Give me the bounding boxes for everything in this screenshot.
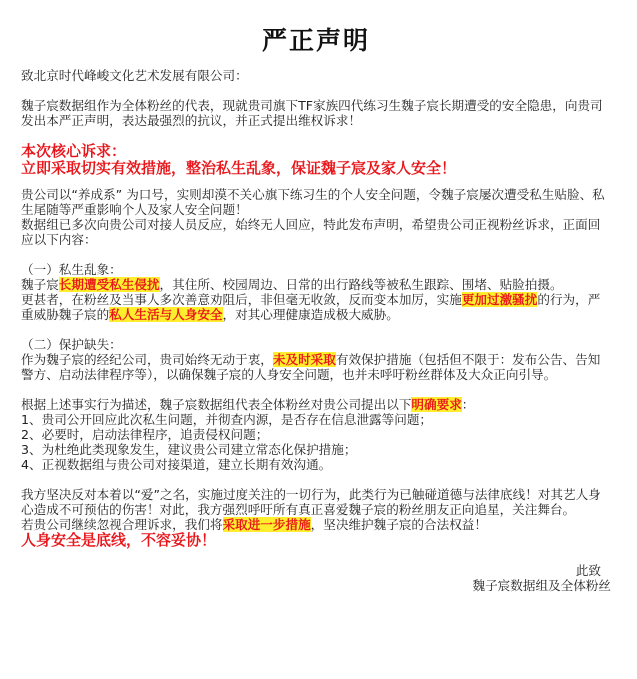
background-block	[21, 187, 611, 247]
list-item: 1、贵司公开回应此次私生问题，并彻查内源，是否存在信息泄露等问题；	[21, 412, 433, 427]
closing-final-line: 人身安全是底线，不容妥协！	[21, 531, 217, 549]
section-private-fans	[21, 262, 611, 322]
intro-paragraph: 魏子宸数据组作为全体粉丝的代表，现就贵司旗下TF家族四代练习生魏子宸长期遭受的安全隐患，向贵司发出本严正声明，表达最强烈的抗议，并正式提出维权诉求！	[21, 98, 603, 128]
demands-lead: 根据上述事实行为描述，魏子宸数据组代表全体粉丝对贵公司提出以下明确要求：	[21, 397, 475, 412]
closing-paragraph-1: 我方坚决反对本着以“爱”之名，实施过度关注的一切行为，此类行为已触碰道德与法律底线！对其艺人身心造成不可预估的伤害！对此，我方强烈呼吁所有真正喜爱魏子宸的粉丝朋友正向追星，关注舞台。	[21, 487, 601, 517]
demands-block	[21, 397, 611, 472]
highlight-long-harassment: 长期遭受私生侵扰	[58, 277, 160, 292]
section-1-heading: （一）私生乱象：	[21, 262, 122, 277]
highlight-explicit-demands: 明确要求	[411, 397, 462, 412]
section-protection-lack	[21, 337, 611, 382]
closing-paragraph-2: 若贵公司继续忽视合理诉求，我们将采取进一步措施，坚决维护魏子宸的合法权益！	[21, 517, 487, 532]
salutation: 致北京时代峰峻文化艺术发展有限公司：	[21, 68, 248, 83]
background-paragraph-1: 贵公司以“养成系” 为口号，实则却漠不关心旗下练习生的个人安全问题，令魏子宸屡次遭受私生贴脸、私生尾随等严重影响个人及家人安全问题！	[21, 187, 605, 217]
section-2-paragraph: 作为魏子宸的经纪公司，贵司始终无动于衷，未及时采取有效保护措施（包括但不限于：发布公告、告知警方、启动法律程序等），以确保魏子宸的人身安全问题，也并未呼吁粉丝群体及大众正向引导。	[21, 352, 601, 382]
core-demand-block	[21, 143, 611, 177]
signature-line-1: 此致	[575, 563, 601, 578]
core-demand-text: 立即采取切实有效措施，整治私生乱象，保证魏子宸及家人安全！	[21, 159, 457, 177]
section-1-paragraph-2: 更甚者，在粉丝及当事人多次善意劝阻后，非但毫无收敛，反而变本加厉，实施更加过激骚扰的行为，严重威胁魏子宸的私人生活与人身安全，对其心理健康造成极大威胁。	[21, 292, 601, 322]
highlight-further-measures: 采取进一步措施	[222, 517, 311, 532]
section-2-heading: （二）保护缺失：	[21, 337, 122, 352]
signature-block	[21, 563, 611, 593]
signature-line-2: 魏子宸数据组及全体粉丝	[472, 578, 611, 593]
list-item: 4、正视数据组与贵公司对接渠道，建立长期有效沟通。	[21, 457, 332, 472]
document-title: 严正声明	[261, 26, 370, 55]
background-paragraph-2: 数据组已多次向贵公司对接人员反应，始终无人回应，特此发布声明，希望贵公司正视粉丝诉求，正面回应以下内容：	[21, 217, 601, 247]
highlight-no-timely-action: 未及时采取	[272, 352, 336, 367]
list-item: 2、必要时，启动法律程序，追责侵权问题；	[21, 427, 269, 442]
demands-list	[21, 412, 611, 472]
list-item: 3、为杜绝此类现象发生，建议贵公司建立常态化保护措施；	[21, 442, 357, 457]
closing-block	[21, 487, 611, 549]
highlight-personal-safety: 私人生活与人身安全	[109, 307, 223, 322]
core-demand-heading: 本次核心诉求：	[21, 142, 127, 160]
highlight-extreme-harassment: 更加过激骚扰	[461, 292, 538, 307]
section-1-paragraph-1: 魏子宸长期遭受私生侵扰，其住所、校园周边、日常的出行路线等被私生跟踪、围堵、贴脸拍摄。	[21, 277, 563, 292]
